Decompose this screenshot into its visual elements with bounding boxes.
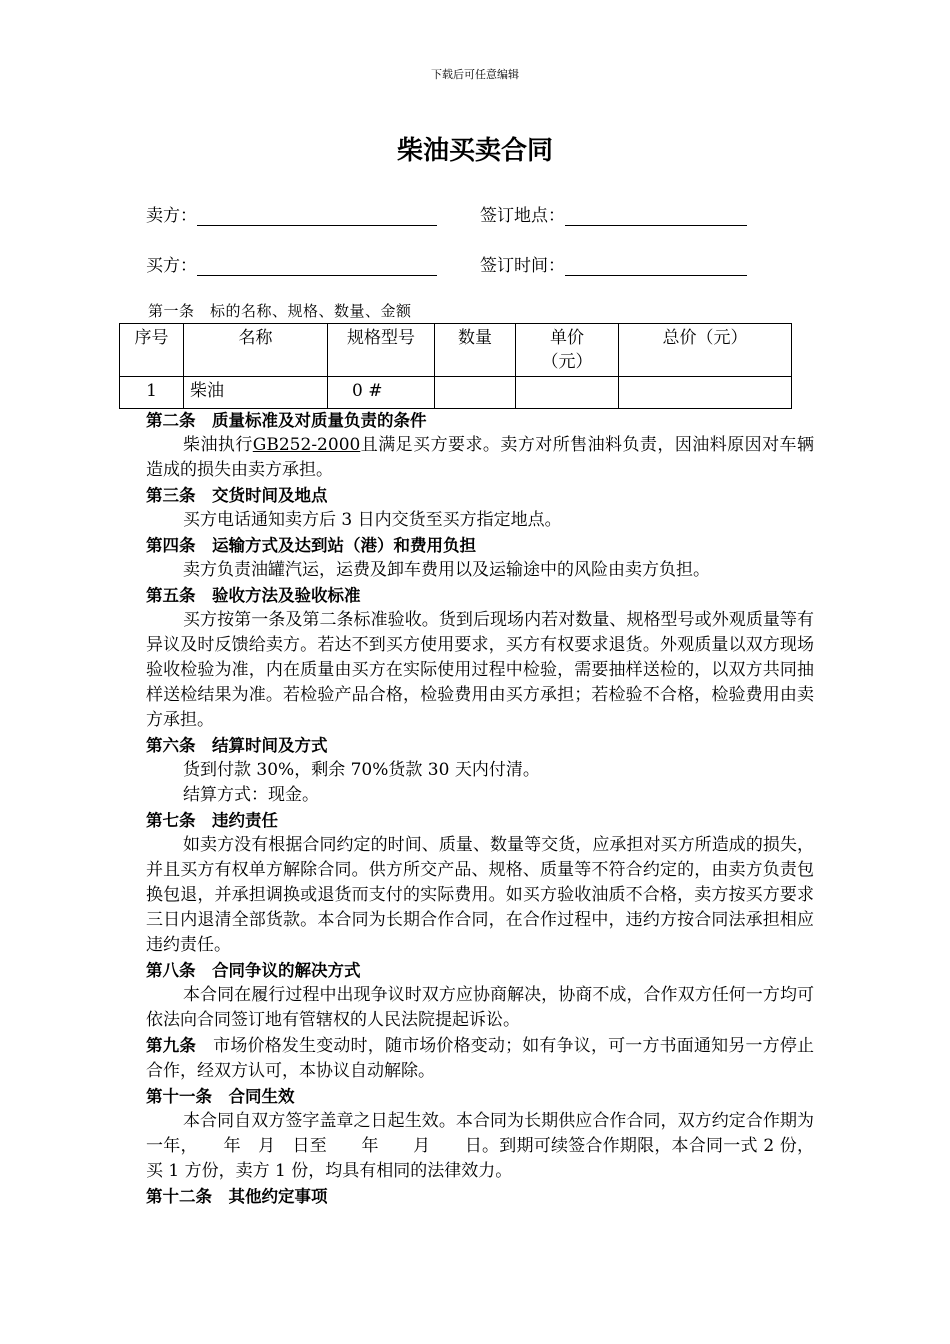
header-note: 下载后可任意编辑 (431, 68, 519, 81)
article-8-text: 本合同在履行过程中出现争议时双方应协商解决，协商不成，合作双方任何一方均可依法向合同签订地有管辖权的人民法院提起诉讼。 (146, 985, 814, 1030)
article-3-text: 买方电话通知卖方后 3 日内交货至买方指定地点。 (183, 510, 562, 530)
seller-row (146, 201, 437, 226)
contract-body (146, 408, 814, 1209)
article-2-text (146, 433, 814, 483)
sign-place-row (480, 201, 747, 226)
cell-index: 1 (120, 377, 184, 409)
article-4-text: 卖方负责油罐汽运，运费及卸车费用以及运输途中的风险由卖方负担。 (183, 560, 710, 580)
article-6-heading: 第六条 结算时间及方式 (146, 736, 328, 755)
article1-caption: 第一条 标的名称、规格、数量、金额 (148, 302, 412, 320)
article-9-text: 市场价格发生变动时，随市场价格变动；如有争议，可一方书面通知另一方停止合作，经双方认可，本协议自动解除。 (146, 1036, 815, 1081)
article-7-heading: 第七条 违约责任 (146, 811, 278, 830)
buyer-label: 买方： (146, 256, 197, 276)
table-header-row (120, 324, 792, 377)
goods-table (119, 323, 792, 409)
seller-label: 卖方： (146, 206, 197, 226)
cell-quantity[interactable] (435, 377, 516, 409)
sign-place-blank[interactable] (565, 207, 747, 226)
cell-unit-price[interactable] (516, 377, 619, 409)
article-12-heading: 第十二条 其他约定事项 (146, 1187, 328, 1206)
unit-price-unit: （元） (541, 352, 593, 372)
standard-code: GB252-2000 (252, 435, 361, 455)
sign-time-blank[interactable] (565, 257, 747, 276)
article-11-heading: 第十一条 合同生效 (146, 1087, 295, 1106)
article-11-text: 本合同自双方签字盖章之日起生效。本合同为长期供应合作合同，双方约定合作期为一年， 年 月 日至 年 月 日。到期可续签合作期限，本合同一式 2 份，买 1 方份，卖方 1 份，均具有相同的法律效力。 (146, 1111, 814, 1181)
col-header-total: 总价（元） (619, 324, 792, 377)
col-header-index: 序号 (120, 324, 184, 377)
article-7-text: 如卖方没有根据合同约定的时间、质量、数量等交货，应承担对买方所造成的损失，并且买方有权单方解除合同。供方所交产品、规格、质量等不符合约定的，由卖方负责包换包退，并承担调换或退货而支付的实际费用。如买方验收油质不合格，卖方按买方要求三日内退清全部货款。本合同为长期合作合同，在合作过程中，违约方按合同法承担相应违约责任。 (146, 835, 814, 955)
document-title: 柴油买卖合同 (396, 136, 553, 166)
cell-name: 柴油 (184, 377, 328, 409)
col-header-spec: 规格型号 (328, 324, 435, 377)
article-6-text-2: 结算方式：现金。 (183, 785, 319, 805)
col-header-unit-price (516, 324, 619, 377)
article-3-heading: 第三条 交货时间及地点 (146, 486, 328, 505)
col-header-quantity: 数量 (435, 324, 516, 377)
sign-place-label: 签订地点： (480, 206, 565, 226)
article-5-text: 买方按第一条及第二条标准验收。货到后现场内若对数量、规格型号或外观质量等有异议及时反馈给卖方。若达不到买方使用要求，买方有权要求退货。外观质量以双方现场验收检验为准，内在质量由买方在实际使用过程中检验，需要抽样送检的，以双方共同抽样送检结果为准。若检验产品合格，检验费用由买方承担；若检验不合格，检验费用由卖方承担。 (146, 610, 814, 730)
article-5-heading: 第五条 验收方法及验收标准 (146, 586, 361, 605)
seller-blank[interactable] (197, 207, 437, 226)
cell-total[interactable] (619, 377, 792, 409)
article-8-heading: 第八条 合同争议的解决方式 (146, 961, 361, 980)
cell-spec: 0 # (328, 377, 435, 409)
sign-time-row (480, 251, 747, 276)
col-header-name: 名称 (184, 324, 328, 377)
article-9 (146, 1033, 814, 1084)
sign-time-label: 签订时间： (480, 256, 565, 276)
buyer-row (146, 251, 437, 276)
buyer-blank[interactable] (197, 257, 437, 276)
table-row (120, 377, 792, 409)
article-2-text-post: 且满足买方要求。卖方对所售油料负责，因油料原因对车辆造成的损失由卖方承担。 (146, 435, 814, 480)
article-9-heading: 第九条 (146, 1036, 197, 1055)
article-2-text-pre: 柴油执行 (183, 435, 253, 455)
article-4-heading: 第四条 运输方式及达到站（港）和费用负担 (146, 536, 476, 555)
article-6-text-1: 货到付款 30%，剩余 70%货款 30 天内付清。 (183, 760, 540, 780)
unit-price-label: 单价 (550, 328, 584, 348)
article-2-heading: 第二条 质量标准及对质量负责的条件 (146, 411, 427, 430)
